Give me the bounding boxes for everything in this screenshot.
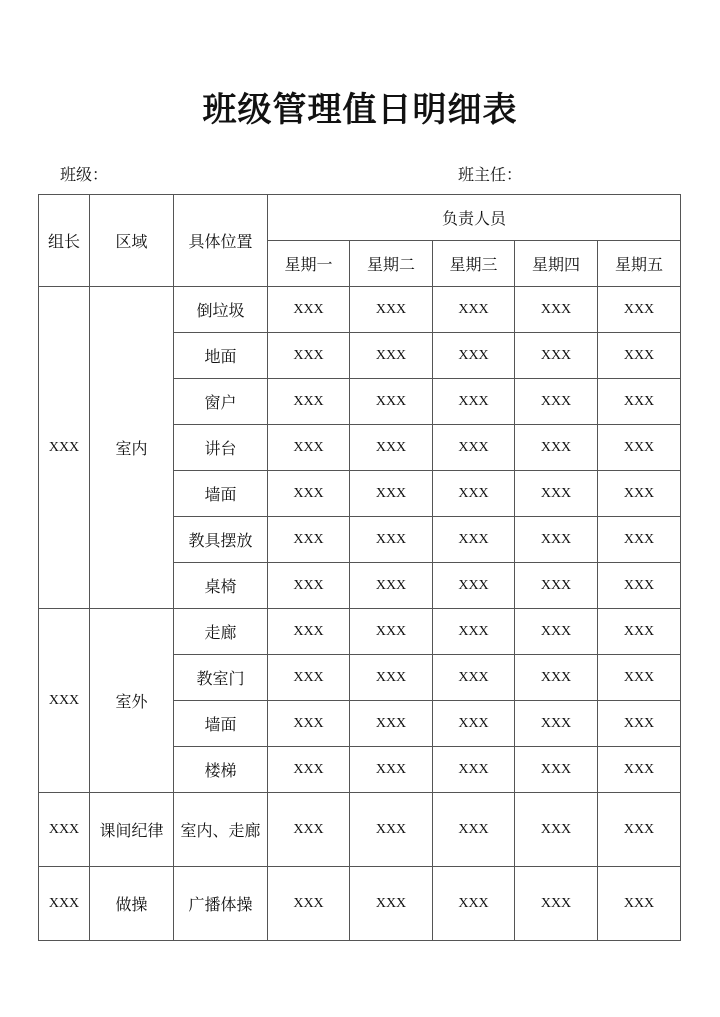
- position-cell: 墙面: [174, 701, 268, 747]
- duty-person-cell: XXX: [598, 655, 681, 701]
- duty-person-cell: XXX: [350, 655, 433, 701]
- duty-person-cell: XXX: [268, 867, 350, 941]
- duty-person-cell: XXX: [350, 793, 433, 867]
- duty-person-cell: XXX: [598, 747, 681, 793]
- leader-cell: XXX: [39, 867, 90, 941]
- position-cell: 桌椅: [174, 563, 268, 609]
- position-cell: 教具摆放: [174, 517, 268, 563]
- duty-person-cell: XXX: [515, 867, 598, 941]
- header-day: 星期三: [433, 241, 515, 287]
- duty-person-cell: XXX: [350, 379, 433, 425]
- duty-person-cell: XXX: [515, 793, 598, 867]
- position-cell: 室内、走廊: [174, 793, 268, 867]
- duty-person-cell: XXX: [598, 793, 681, 867]
- duty-person-cell: XXX: [433, 655, 515, 701]
- duty-person-cell: XXX: [598, 425, 681, 471]
- duty-person-cell: XXX: [433, 609, 515, 655]
- duty-person-cell: XXX: [350, 517, 433, 563]
- duty-person-cell: XXX: [515, 609, 598, 655]
- duty-person-cell: XXX: [433, 379, 515, 425]
- duty-person-cell: XXX: [515, 655, 598, 701]
- header-leader: 组长: [39, 195, 90, 287]
- duty-person-cell: XXX: [350, 747, 433, 793]
- duty-person-cell: XXX: [268, 747, 350, 793]
- duty-person-cell: XXX: [350, 287, 433, 333]
- duty-person-cell: XXX: [350, 425, 433, 471]
- leader-cell: XXX: [39, 609, 90, 793]
- position-cell: 走廊: [174, 609, 268, 655]
- header-day: 星期四: [515, 241, 598, 287]
- duty-person-cell: XXX: [433, 793, 515, 867]
- position-cell: 墙面: [174, 471, 268, 517]
- duty-person-cell: XXX: [350, 609, 433, 655]
- table-header: [39, 195, 681, 287]
- duty-person-cell: XXX: [515, 379, 598, 425]
- header-day: 星期五: [598, 241, 681, 287]
- area-cell: 室内: [90, 287, 174, 609]
- position-cell: 地面: [174, 333, 268, 379]
- duty-person-cell: XXX: [515, 471, 598, 517]
- header-area: 区域: [90, 195, 174, 287]
- head-teacher-label: 班主任：: [458, 165, 523, 184]
- position-cell: 广播体操: [174, 867, 268, 941]
- duty-person-cell: XXX: [433, 517, 515, 563]
- duty-person-cell: XXX: [598, 701, 681, 747]
- table-row: [39, 793, 681, 867]
- area-cell: 课间纪律: [90, 793, 174, 867]
- duty-person-cell: XXX: [515, 287, 598, 333]
- area-cell: 室外: [90, 609, 174, 793]
- duty-person-cell: XXX: [433, 471, 515, 517]
- leader-cell: XXX: [39, 287, 90, 609]
- leader-cell: XXX: [39, 793, 90, 867]
- duty-person-cell: XXX: [433, 747, 515, 793]
- duty-person-cell: XXX: [268, 701, 350, 747]
- area-cell: 做操: [90, 867, 174, 941]
- duty-person-cell: XXX: [268, 517, 350, 563]
- duty-person-cell: XXX: [598, 609, 681, 655]
- duty-person-cell: XXX: [350, 333, 433, 379]
- position-cell: 楼梯: [174, 747, 268, 793]
- duty-person-cell: XXX: [433, 425, 515, 471]
- duty-person-cell: XXX: [598, 333, 681, 379]
- duty-person-cell: XXX: [433, 867, 515, 941]
- header-day: 星期二: [350, 241, 433, 287]
- class-label: 班级：: [60, 165, 109, 184]
- duty-person-cell: XXX: [515, 333, 598, 379]
- duty-person-cell: XXX: [515, 517, 598, 563]
- duty-person-cell: XXX: [515, 563, 598, 609]
- duty-person-cell: XXX: [268, 287, 350, 333]
- duty-person-cell: XXX: [350, 471, 433, 517]
- duty-person-cell: XXX: [598, 563, 681, 609]
- page-title: 班级管理值日明细表: [202, 90, 518, 130]
- position-cell: 窗户: [174, 379, 268, 425]
- duty-person-cell: XXX: [598, 287, 681, 333]
- duty-person-cell: XXX: [268, 471, 350, 517]
- header-position: 具体位置: [174, 195, 268, 287]
- duty-person-cell: XXX: [433, 563, 515, 609]
- table-row: [39, 609, 681, 655]
- table-body: [39, 287, 681, 941]
- duty-person-cell: XXX: [268, 333, 350, 379]
- duty-person-cell: XXX: [515, 701, 598, 747]
- duty-person-cell: XXX: [268, 563, 350, 609]
- duty-person-cell: XXX: [433, 333, 515, 379]
- header-duty-staff: 负责人员: [268, 195, 681, 241]
- duty-person-cell: XXX: [433, 287, 515, 333]
- duty-person-cell: XXX: [598, 517, 681, 563]
- duty-person-cell: XXX: [268, 655, 350, 701]
- position-cell: 教室门: [174, 655, 268, 701]
- duty-person-cell: XXX: [350, 867, 433, 941]
- table-row: [39, 287, 681, 333]
- position-cell: 倒垃圾: [174, 287, 268, 333]
- position-cell: 讲台: [174, 425, 268, 471]
- duty-person-cell: XXX: [268, 379, 350, 425]
- duty-person-cell: XXX: [350, 701, 433, 747]
- duty-person-cell: XXX: [598, 867, 681, 941]
- duty-person-cell: XXX: [598, 471, 681, 517]
- header-day: 星期一: [268, 241, 350, 287]
- duty-person-cell: XXX: [515, 425, 598, 471]
- duty-person-cell: XXX: [433, 701, 515, 747]
- duty-person-cell: XXX: [268, 609, 350, 655]
- duty-person-cell: XXX: [598, 379, 681, 425]
- duty-person-cell: XXX: [268, 793, 350, 867]
- duty-person-cell: XXX: [268, 425, 350, 471]
- duty-schedule-table: [38, 194, 681, 941]
- table-row: [39, 867, 681, 941]
- duty-person-cell: XXX: [515, 747, 598, 793]
- duty-person-cell: XXX: [350, 563, 433, 609]
